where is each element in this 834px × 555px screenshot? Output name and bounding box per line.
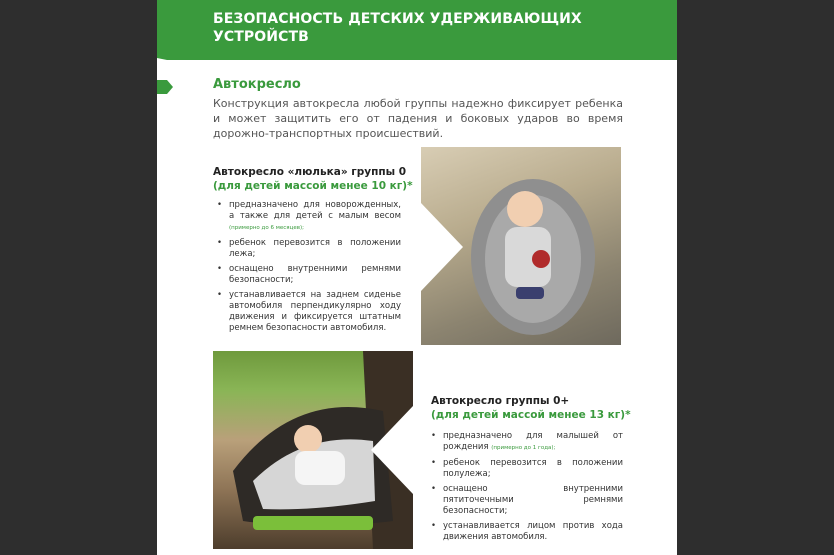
list-item: • ребенок перевозится в положении полулежа; xyxy=(429,458,623,480)
document-page xyxy=(157,0,677,555)
baby-legs xyxy=(516,287,544,299)
list-item: • ребенок перевозится в положении лежа; xyxy=(215,238,401,260)
seat-group0plus-list xyxy=(429,431,623,547)
seat-group0-weight: (для детей массой менее 10 кг)* xyxy=(213,180,413,192)
seat-group0-title: Автокресло «люлька» группы 0 xyxy=(213,166,407,178)
photo-notch xyxy=(421,203,463,291)
header-band xyxy=(157,0,677,60)
photo-notch xyxy=(371,406,413,494)
seat-group0plus-weight: (для детей массой менее 13 кг)* xyxy=(431,409,631,421)
seat-group0-list xyxy=(215,200,401,338)
carrier-in-car-photo xyxy=(213,351,413,549)
list-item: • предназначено для малышей от рождения (примерно до 1 года); xyxy=(429,431,623,454)
section-intro: Конструкция автокресла любой группы надежно фиксирует ребенка и может защитить его от падения и боковых ударов во время дорожно-транспортных происшествий. xyxy=(213,97,623,140)
section-title: Автокресло xyxy=(213,77,301,92)
header-notch xyxy=(157,58,217,70)
list-item: • предназначено для новорожденных, а также для детей с малым весом (примерно до 6 месяцев); xyxy=(215,200,401,234)
seat-group0plus-title: Автокресло группы 0+ xyxy=(431,395,570,407)
list-item: • оснащено внутренними ремнями безопасности; xyxy=(215,264,401,286)
baby-head xyxy=(294,425,322,453)
baby-body xyxy=(295,451,345,485)
list-item: • оснащено внутренними пятиточечными ремнями безопасности; xyxy=(429,484,623,517)
seat-group0-heading xyxy=(213,165,413,193)
buckle xyxy=(532,250,550,268)
carrier-base-strip xyxy=(253,516,373,530)
baby-head xyxy=(507,191,543,227)
list-item: • устанавливается на заднем сиденье автомобиля перпендикулярно ходу движения и фиксируется штатным ремнем безопасности автомобиля. xyxy=(215,290,401,334)
section-arrow-icon xyxy=(157,80,167,94)
seat-group0plus-heading xyxy=(431,394,631,422)
infant-carrier-photo xyxy=(421,147,621,345)
page-title: БЕЗОПАСНОСТЬ ДЕТСКИХ УДЕРЖИВАЮЩИХ УСТРОЙСТВ xyxy=(213,11,582,45)
list-item: • устанавливается лицом против хода движения автомобиля. xyxy=(429,521,623,543)
